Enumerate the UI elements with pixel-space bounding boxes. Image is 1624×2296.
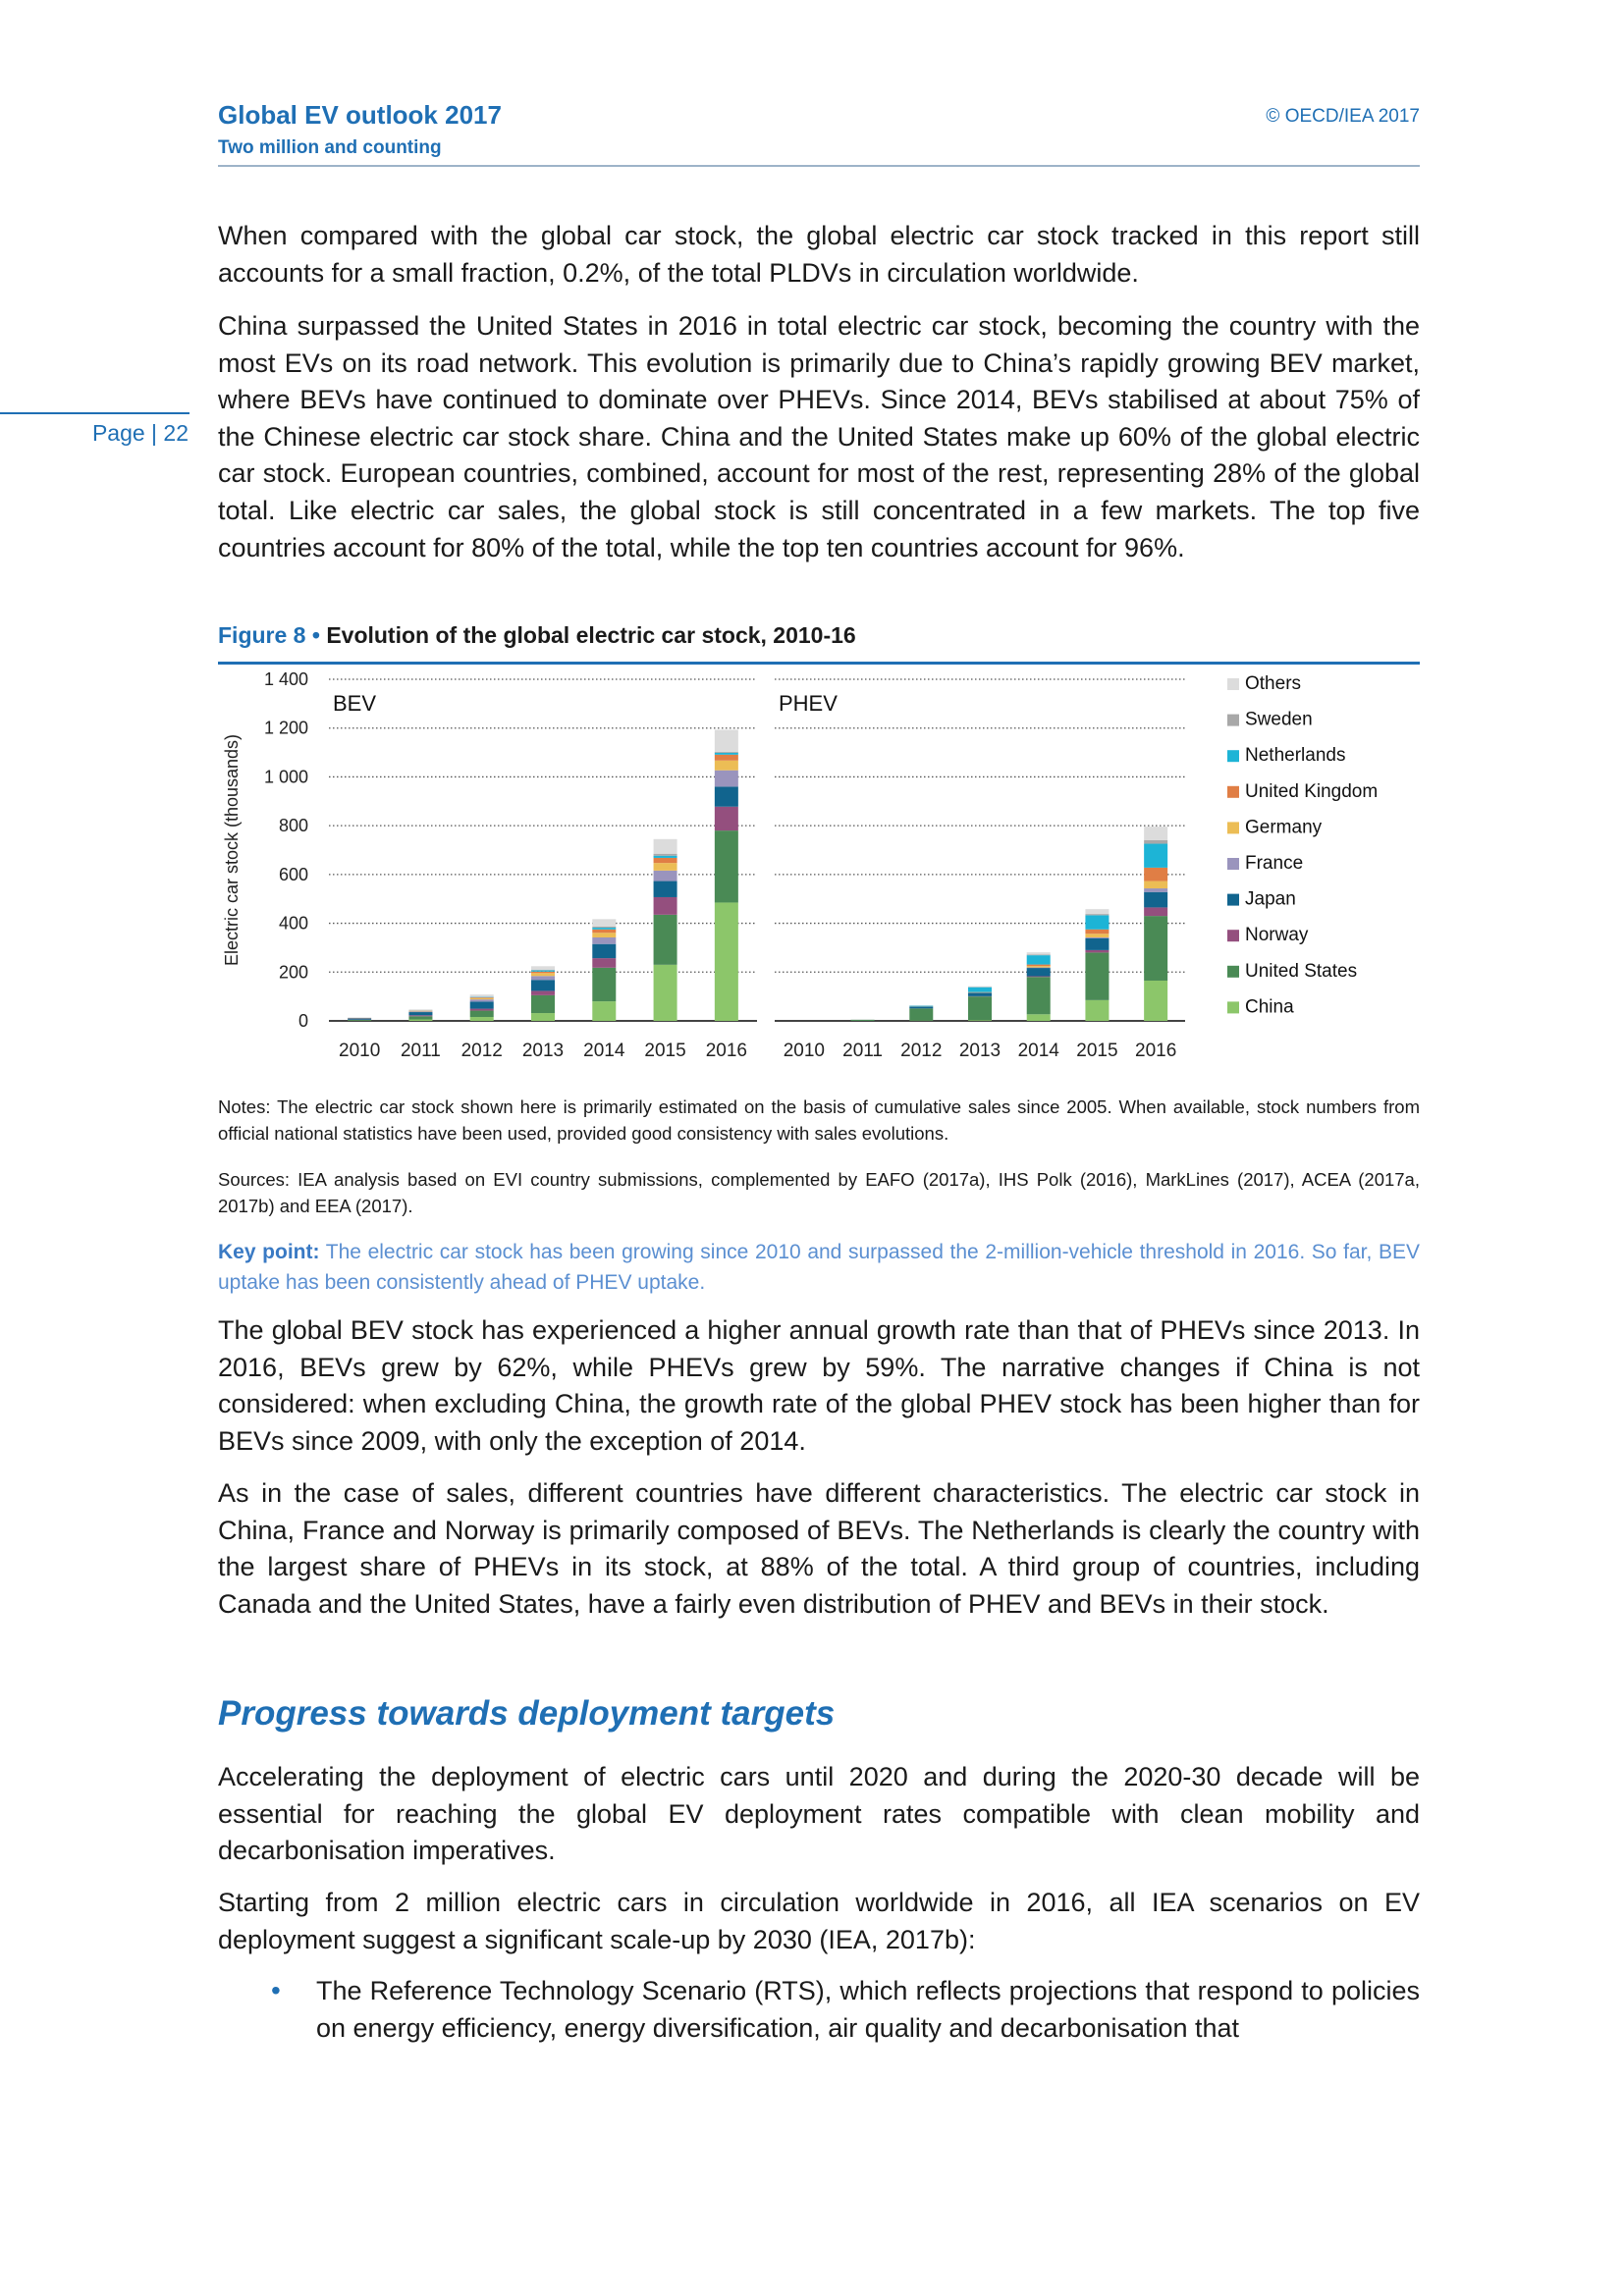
legend-label: Germany (1245, 817, 1323, 838)
legend-swatch (1227, 858, 1239, 870)
bar-segment (1144, 916, 1167, 981)
bar-segment (1085, 950, 1109, 952)
bar-segment (470, 994, 494, 996)
paragraph: As in the case of sales, different countries have different characteristics. The electric car stock in China, France and Norway is primarily composed of BEVs. The Netherlands is clearly the country with the largest share of PHEVs in its stock, at 88% of the total. A third group of countries, including Canada and the United States, have a fairly even distribution of PHEV and BEVs in their stock. (218, 1478, 1420, 1619)
key-point-text: The electric car stock has been growing since 2010 and surpassed the 2-million-vehicle threshold in 2016. So far, BEV uptake has been consistently ahead of PHEV uptake. (218, 1241, 1420, 1294)
legend-swatch (1227, 822, 1239, 833)
panel-label: BEV (333, 691, 377, 716)
x-tick-label: 2012 (900, 1041, 943, 1061)
page-number: Page | 22 (91, 420, 189, 446)
bar-segment (408, 1012, 432, 1015)
bar-segment (592, 928, 616, 930)
bar-segment (1027, 968, 1051, 976)
bar-segment (531, 966, 555, 970)
bullet-icon: • (271, 1975, 281, 2005)
bar-segment (1144, 844, 1167, 868)
legend-swatch (1227, 786, 1239, 798)
bar-segment (531, 990, 555, 994)
bar-segment (715, 755, 738, 761)
bar-segment (851, 1020, 875, 1021)
bar-segment (531, 1013, 555, 1021)
bar-segment (348, 1020, 371, 1021)
bar-segment (408, 1020, 432, 1021)
bar-segment (470, 1009, 494, 1011)
bar-segment (654, 863, 677, 871)
bar-segment (1085, 952, 1109, 999)
bar-segment (531, 972, 555, 973)
x-tick-label: 2014 (1017, 1041, 1059, 1061)
page-number-divider (0, 412, 189, 414)
bar-segment (470, 997, 494, 998)
figure-bullet: • (305, 622, 327, 648)
bar-segment (1144, 868, 1167, 881)
bar-segment (592, 930, 616, 933)
bar-segment (531, 995, 555, 1013)
legend-label: United Kingdom (1245, 780, 1379, 802)
bar-segment (592, 919, 616, 926)
figure-caption (218, 622, 856, 649)
bar-segment (968, 992, 992, 995)
legend-swatch (1227, 930, 1239, 941)
x-tick-label: 2012 (460, 1041, 503, 1061)
bar-segment (1085, 1000, 1109, 1021)
bar-segment (654, 897, 677, 915)
figure-notes: Notes: The electric car stock shown here is primarily estimated on the basis of cumulative sales since 2005. When available, stock numbers from official national statistics have been used, provided good consistency with sales evolutions. (218, 1096, 1420, 1144)
legend-label: Sweden (1245, 709, 1313, 730)
legend-label: Netherlands (1245, 745, 1346, 767)
bar-segment (715, 902, 738, 1021)
x-tick-label: 2013 (958, 1041, 1001, 1061)
bar-segment (1144, 840, 1167, 844)
x-tick-label: 2016 (705, 1041, 747, 1061)
bar-segment (715, 753, 738, 755)
bar-segment (348, 1019, 371, 1020)
bar-segment (1144, 892, 1167, 908)
bar-segment (408, 1009, 432, 1010)
y-axis-label: Electric car stock (thousands) (222, 733, 242, 967)
bar-segment (1027, 977, 1051, 978)
bar-segment (654, 854, 677, 856)
y-tick-label: 1 200 (263, 718, 308, 738)
bar-segment (654, 856, 677, 858)
bar-segment (1144, 981, 1167, 1021)
bar-segment (1085, 915, 1109, 929)
bar-segment (968, 1020, 992, 1021)
legend-label: Norway (1245, 925, 1309, 946)
bar-segment (715, 729, 738, 751)
y-tick-label: 200 (278, 962, 308, 983)
bar-segment (1027, 977, 1051, 1014)
bar-segment (715, 752, 738, 753)
bar-segment (592, 944, 616, 958)
bar-segment (968, 996, 992, 1020)
bar-segment (408, 1011, 432, 1012)
paragraph: The global BEV stock has experienced a higher annual growth rate than that of PHEVs since 2013. In 2016, BEVs grew by 62%, while PHEVs grew by 59%. The narrative changes if China is not considered: when excluding China, the growth rate of the global PHEV stock has been higher than for BEVs since 2009, with only the exception of 2014. (218, 1315, 1420, 1456)
bar-segment (1027, 966, 1051, 967)
bar-segment (1027, 952, 1051, 954)
bar-segment (715, 771, 738, 787)
stacked-bar-chart (218, 667, 1420, 1080)
bar-segment (592, 927, 616, 928)
bar-segment (715, 830, 738, 902)
panel-label: PHEV (779, 691, 838, 716)
legend-swatch (1227, 966, 1239, 978)
bar-segment (531, 980, 555, 990)
bar-segment (531, 976, 555, 980)
bar-segment (654, 915, 677, 965)
x-tick-label: 2015 (1076, 1041, 1118, 1061)
legend-label: United States (1245, 960, 1358, 982)
bar-segment (1144, 827, 1167, 840)
legend-label: China (1245, 996, 1294, 1018)
report-title: Global EV outlook 2017 (218, 100, 502, 130)
figure-title: Evolution of the global electric car stock, 2010-16 (326, 622, 856, 648)
bar-segment (1027, 1014, 1051, 1021)
x-tick-label: 2011 (842, 1041, 884, 1061)
bar-segment (715, 761, 738, 771)
bar-segment (1144, 881, 1167, 888)
bar-segment (1085, 937, 1109, 938)
bar-segment (470, 998, 494, 999)
header-divider (218, 165, 1420, 167)
paragraph: Accelerating the deployment of electric cars until 2020 and during the 2020-30 decade will be essential for reaching the global EV deployment rates compatible with clean mobility and decarbonisation imperatives. (218, 1762, 1420, 1866)
x-tick-label: 2016 (1135, 1041, 1177, 1061)
bar-segment (654, 881, 677, 897)
bar-segment (909, 1007, 933, 1009)
copyright: © OECD/IEA 2017 (1266, 106, 1420, 127)
bar-segment (592, 933, 616, 937)
bar-segment (1027, 955, 1051, 964)
bar-segment (654, 871, 677, 881)
bar-segment (1085, 909, 1109, 914)
y-tick-label: 800 (278, 816, 308, 836)
figure-number: Figure 8 (218, 622, 306, 648)
bar-segment (408, 1016, 432, 1019)
bar-segment (1144, 888, 1167, 892)
bar-segment (968, 988, 992, 992)
bar-segment (531, 971, 555, 972)
y-tick-label: 0 (298, 1011, 308, 1031)
y-tick-label: 1 000 (263, 767, 308, 787)
bar-segment (1144, 907, 1167, 916)
bar-segment (909, 1006, 933, 1007)
bar-segment (1027, 965, 1051, 966)
x-tick-label: 2015 (644, 1041, 686, 1061)
x-tick-label: 2011 (400, 1041, 441, 1061)
bar-segment (470, 1017, 494, 1021)
bullet-item: The Reference Technology Scenario (RTS), which reflects projections that respond to policies on energy efficiency, energy diversification, air quality and decarbonisation that (316, 1976, 1420, 2043)
bar-segment (1085, 938, 1109, 950)
y-tick-label: 1 400 (263, 669, 308, 689)
legend-label: Others (1245, 673, 1302, 694)
figure-key-point (218, 1237, 1420, 1298)
y-tick-label: 400 (278, 913, 308, 934)
paragraph: When compared with the global car stock, the global electric car stock tracked in this report still accounts for a small fraction, 0.2%, of the total PLDVs in circulation worldwide. (218, 221, 1420, 288)
bar-segment (592, 968, 616, 1001)
bar-segment (470, 1001, 494, 1008)
x-tick-label: 2013 (521, 1041, 565, 1061)
legend-label: France (1245, 853, 1304, 874)
bar-segment (1085, 930, 1109, 934)
bar-segment (968, 987, 992, 988)
bar-segment (654, 858, 677, 863)
x-tick-label: 2010 (339, 1041, 381, 1061)
bar-segment (715, 807, 738, 830)
section-heading: Progress towards deployment targets (218, 1694, 836, 1733)
bar-segment (592, 937, 616, 944)
x-tick-label: 2010 (783, 1041, 825, 1061)
legend-label: Japan (1245, 888, 1296, 910)
bar-segment (470, 1011, 494, 1017)
bar-segment (1085, 934, 1109, 937)
legend-swatch (1227, 1001, 1239, 1013)
y-tick-label: 600 (278, 864, 308, 884)
bar-segment (531, 973, 555, 976)
bar-segment (654, 839, 677, 854)
bar-segment (1085, 914, 1109, 915)
paragraph: China surpassed the United States in 2016 in total electric car stock, becoming the country with the most EVs on its road network. This evolution is primarily due to China’s rapidly growing BEV market, where BEVs have continued to dominate over PHEVs. Since 2014, BEVs stabilised at about 75% of the Chinese electric car stock share. China and the United States make up 60% of the global electric car stock. European countries, combined, account for most of the rest, representing 28% of the global total. Like electric car sales, the global stock is still concentrated in a few markets. The top five countries account for 80% of the total, while the top ten countries account for 96%. (218, 311, 1420, 562)
bar-segment (654, 965, 677, 1021)
bar-segment (715, 786, 738, 806)
paragraph: Starting from 2 million electric cars in circulation worldwide in 2016, all IEA scenarios on EV deployment suggest a significant scale-up by 2030 (IEA, 2017b): (218, 1888, 1420, 1954)
bar-segment (1027, 954, 1051, 955)
legend-swatch (1227, 750, 1239, 762)
x-tick-label: 2014 (583, 1041, 625, 1061)
legend-swatch (1227, 715, 1239, 726)
legend-swatch (1227, 678, 1239, 690)
bar-segment (592, 958, 616, 968)
bar-segment (408, 1015, 432, 1016)
legend-swatch (1227, 894, 1239, 906)
figure-sources: Sources: IEA analysis based on EVI country submissions, complemented by EAFO (2017a), IHS Polk (2016), MarkLines (2017), ACEA (2017a, 2017b) and EEA (2017). (218, 1169, 1420, 1216)
report-subtitle: Two million and counting (218, 137, 442, 158)
bar-segment (909, 1008, 933, 1020)
figure-divider (218, 662, 1420, 665)
bar-segment (470, 999, 494, 1001)
bar-segment (592, 1001, 616, 1021)
key-point-label: Key point: (218, 1241, 320, 1263)
